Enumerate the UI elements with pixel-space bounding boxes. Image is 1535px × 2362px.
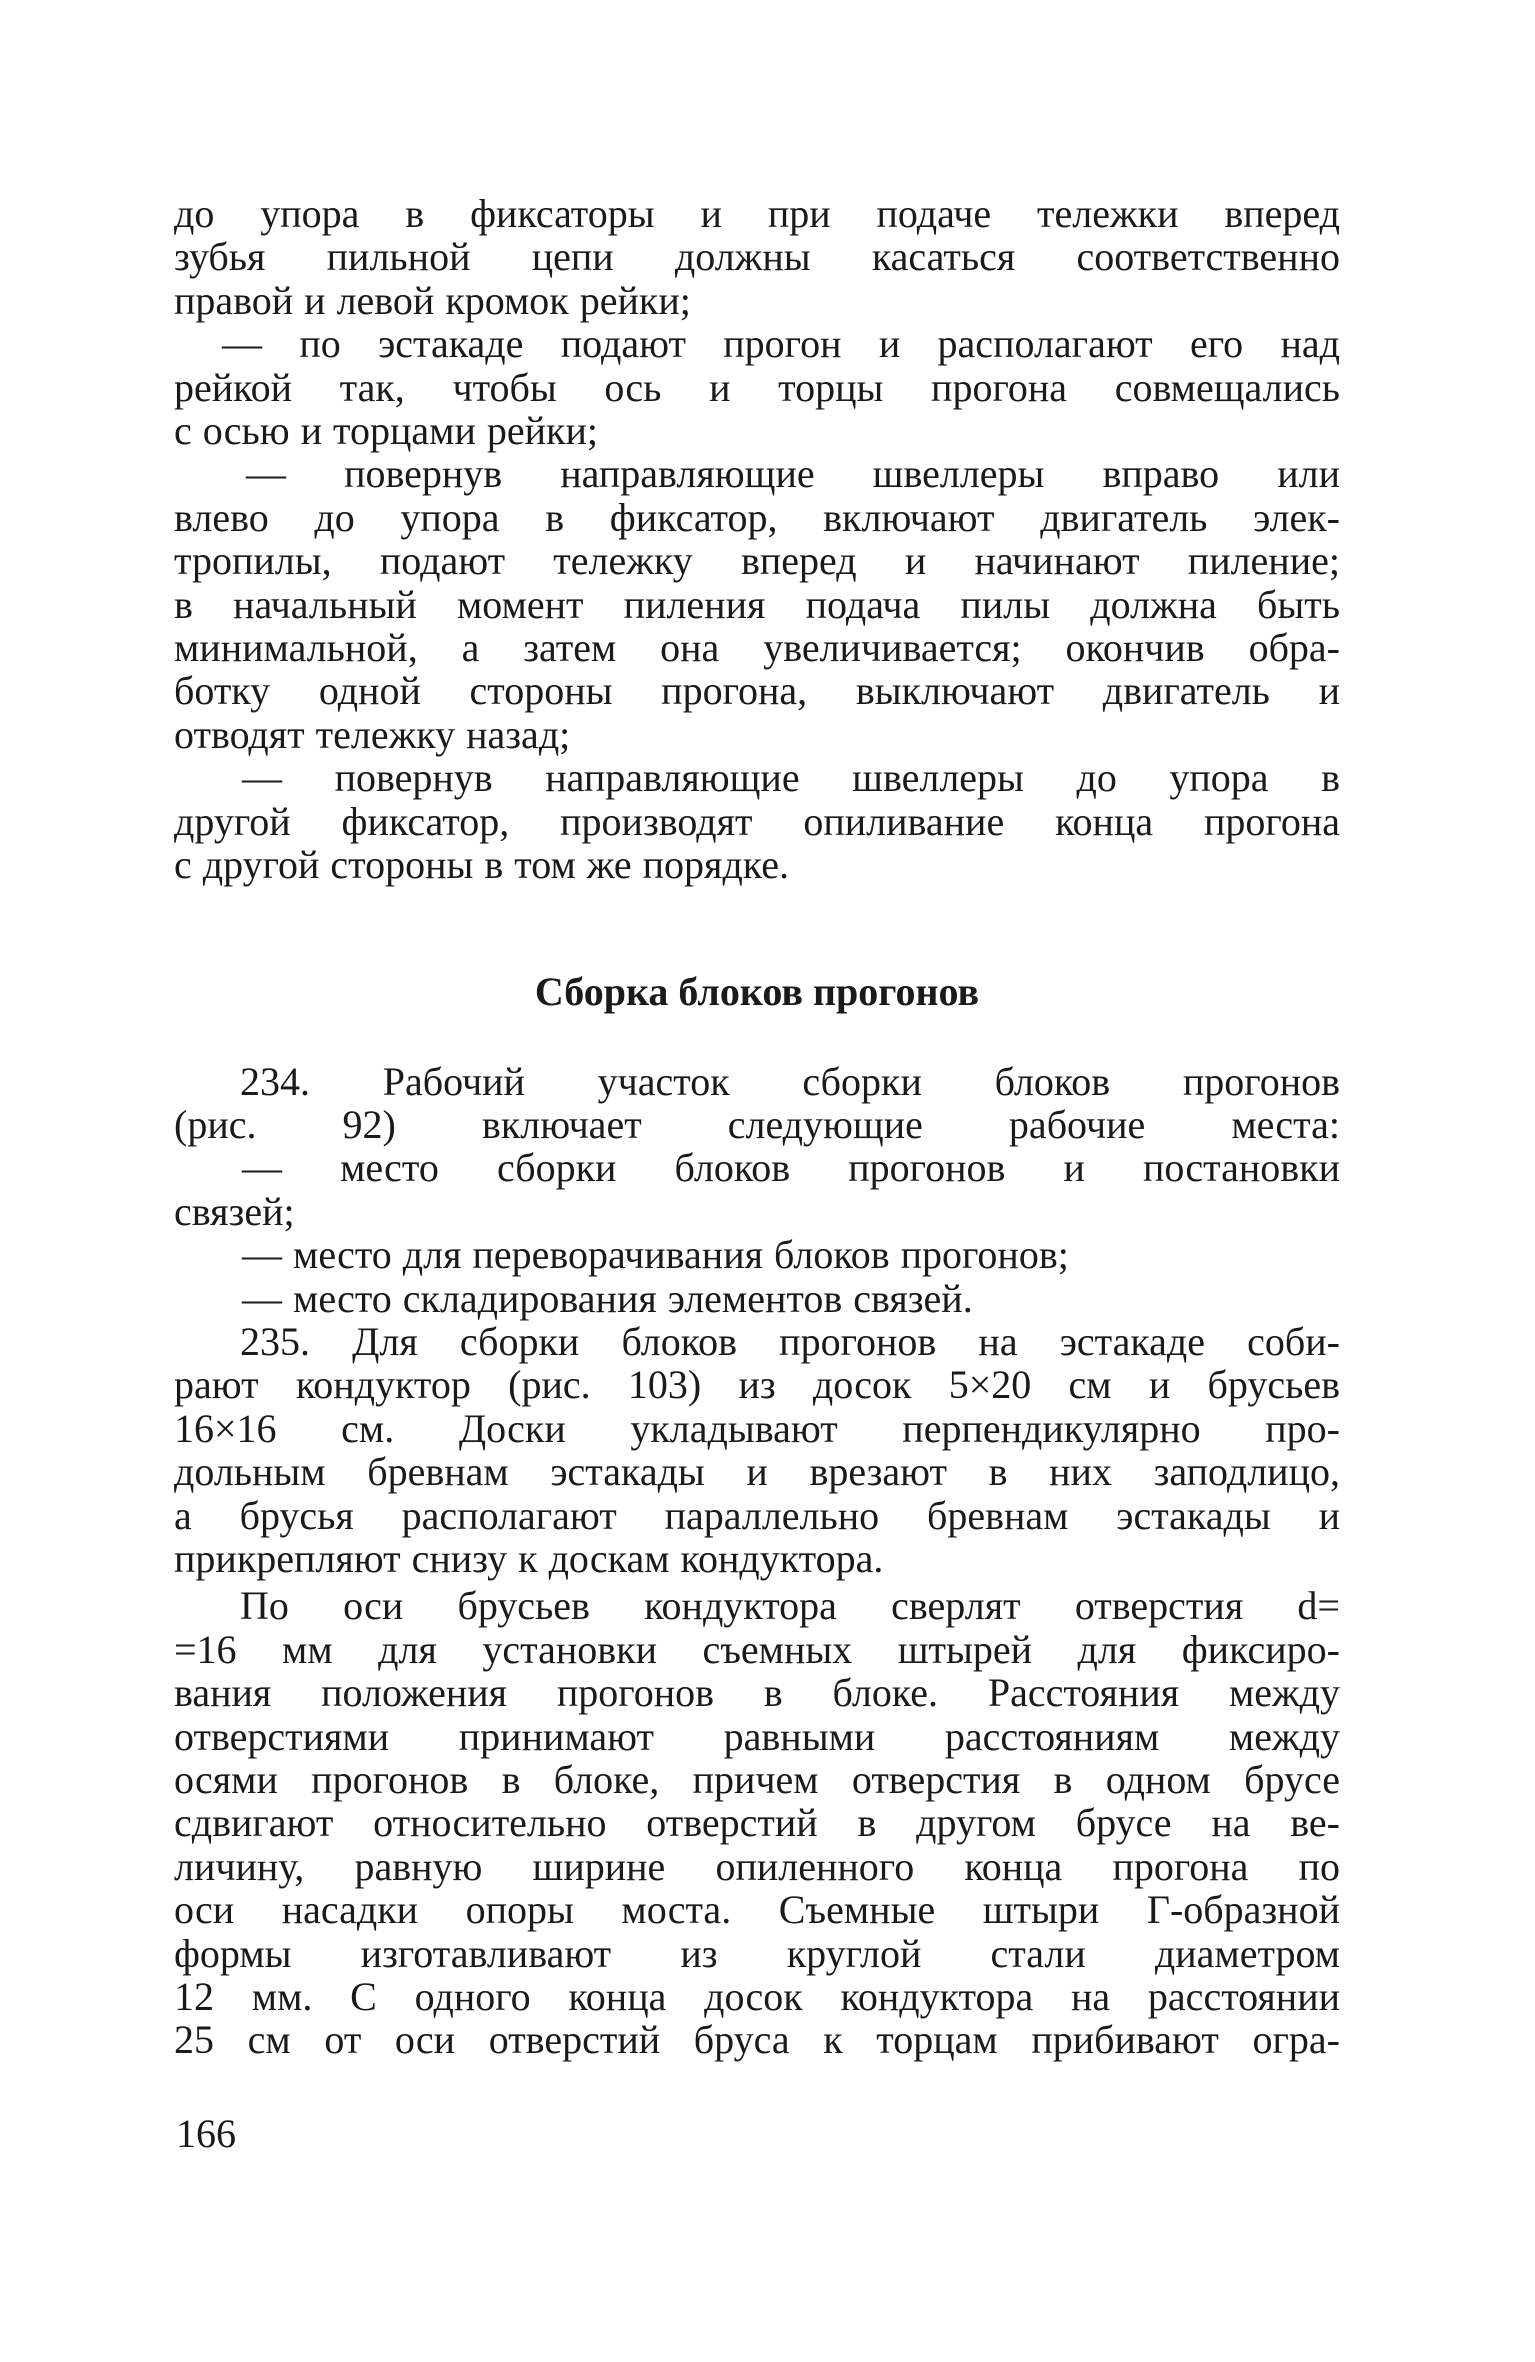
text-line: другой фиксатор, производят опиливание конца прогона — [174, 798, 1340, 844]
text-line: 12 мм. С одного конца досок кондуктора на расстоянии — [174, 1974, 1340, 2020]
text-line: до упора в фиксаторы и при подаче тележки вперед — [174, 191, 1340, 236]
text-line: в начальный момент пиления подача пилы должна быть — [174, 581, 1340, 627]
text-line: 25 см от оси отверстий бруса к торцам прибивают огра- — [174, 2017, 1340, 2063]
text-line: формы изготавливают из круглой стали диаметром — [174, 1930, 1340, 1976]
text-line: — место сборки блоков прогонов и постановки — [242, 1145, 1340, 1191]
text-line: минимальной, а затем она увеличивается; окончив обра- — [174, 625, 1340, 671]
text-line: отводят тележку назад; — [174, 711, 571, 757]
text-line: — повернув направляющие швеллеры вправо или — [246, 451, 1340, 497]
text-line: сдвигают относительно отверстий в другом брусе на ве- — [174, 1800, 1340, 1846]
text-line: тропилы, подают тележку вперед и начинают пиление; — [174, 538, 1340, 584]
text-line: а брусья располагают параллельно бревнам эстакады и — [174, 1492, 1340, 1538]
text-line: вания положения прогонов в блоке. Расстояния между — [174, 1670, 1340, 1716]
text-line: зубья пильной цепи должны касаться соответственно — [174, 234, 1340, 280]
text-line: рают кондуктор (рис. 103) из досок 5×20 см и брусьев — [174, 1362, 1340, 1408]
text-line: оси насадки опоры моста. Съемные штыри Г-образной — [174, 1887, 1340, 1933]
text-line: — по эстакаде подают прогон и располагают его над — [222, 321, 1340, 367]
text-line: отверстиями принимают равными расстояниям между — [174, 1713, 1340, 1759]
text-line: связей; — [174, 1188, 295, 1234]
page-text — [174, 192, 1340, 2062]
text-line: 16×16 см. Доски укладывают перпендикулярно про- — [174, 1405, 1340, 1451]
text-line: влево до упора в фиксатор, включают двигатель элек- — [174, 494, 1340, 540]
text-line: ботку одной стороны прогона, выключают двигатель и — [174, 668, 1340, 714]
section-heading: Сборка блоков прогонов — [534, 968, 980, 1014]
text-line: с осью и торцами рейки; — [174, 408, 598, 454]
text-line: =16 мм для установки съемных штырей для фиксиро- — [174, 1626, 1340, 1672]
text-line: правой и левой кромок рейки; — [174, 277, 691, 323]
text-line: По оси брусьев кондуктора сверлят отверстия d= — [240, 1583, 1340, 1629]
text-line: 235. Для сборки блоков прогонов на эстакаде соби- — [240, 1318, 1340, 1364]
text-line: личину, равную ширине опиленного конца прогона по — [174, 1843, 1340, 1889]
text-line: с другой стороны в том же порядке. — [174, 842, 789, 888]
text-line: прикрепляют снизу к доскам кондуктора. — [174, 1535, 884, 1581]
text-line: — место складирования элементов связей. — [242, 1275, 973, 1321]
text-line: — повернув направляющие швеллеры до упора в — [242, 755, 1340, 801]
text-line: 234. Рабочий участок сборки блоков прогонов — [240, 1058, 1340, 1104]
text-line: осями прогонов в блоке, причем отверстия в одном брусе — [174, 1757, 1340, 1802]
text-line: (рис. 92) включает следующие рабочие места: — [174, 1101, 1340, 1147]
page-number: 166 — [176, 2111, 236, 2156]
text-line: рейкой так, чтобы ось и торцы прогона совмещались — [174, 364, 1340, 410]
text-line: — место для переворачивания блоков прогонов; — [242, 1232, 1069, 1278]
text-line: дольным бревнам эстакады и врезают в них заподлицо, — [174, 1449, 1340, 1495]
